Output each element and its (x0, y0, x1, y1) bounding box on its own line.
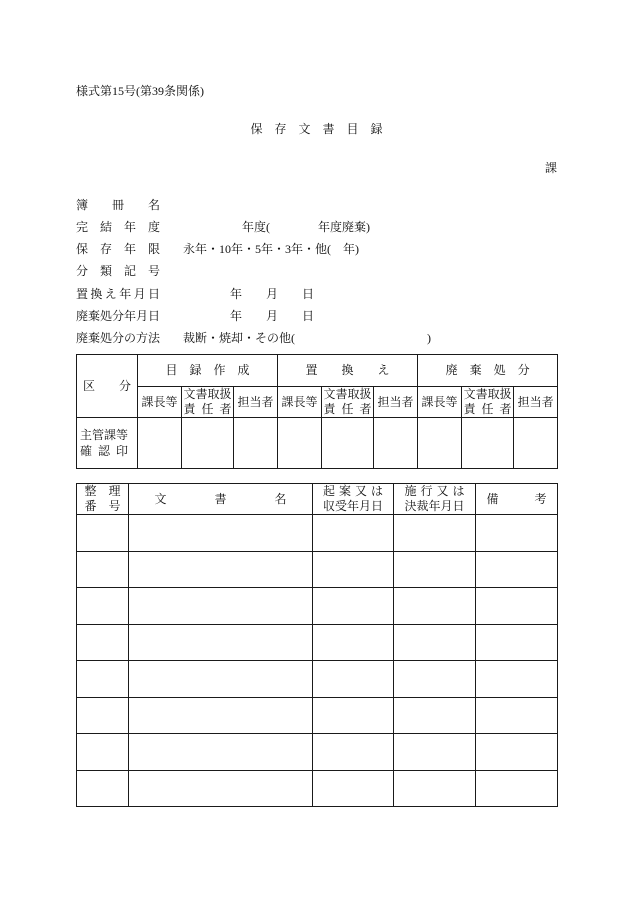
document-name-cell (129, 551, 313, 588)
role-section-chief: 課長等 (138, 387, 182, 418)
classification-code-label: 分 類 記 号 (76, 264, 161, 278)
role-document-officer-line: 責 任 者 (463, 402, 512, 416)
confirmation-label-line: 確 認 印 (80, 444, 128, 458)
header-enforced-or-decided-date (394, 484, 476, 515)
drafted-or-received-date-cell (313, 661, 394, 698)
file-number-cell (77, 661, 129, 698)
header-drafted-line: 収受年月日 (323, 499, 384, 513)
field-retention-period (76, 238, 557, 260)
file-number-cell (77, 515, 129, 552)
remarks-cell (476, 624, 558, 661)
header-file-number-line: 整 理 (84, 484, 121, 498)
drafted-or-received-date-cell (313, 734, 394, 771)
document-name-cell (129, 515, 313, 552)
header-file-number (77, 484, 129, 515)
category-header: 区 分 (77, 355, 138, 418)
field-disposal-method (76, 327, 557, 349)
seal-cell (278, 418, 322, 469)
role-staff: 担当者 (374, 387, 418, 418)
drafted-or-received-date-cell (313, 697, 394, 734)
document-name-cell (129, 624, 313, 661)
role-document-officer-line: 文書取扱 (463, 387, 512, 401)
remarks-cell (476, 734, 558, 771)
completion-year-value: 年度( 年度廃棄) (242, 220, 370, 234)
replacement-date-value: 年 月 日 (230, 287, 315, 301)
file-number-cell (77, 588, 129, 625)
enforced-or-decided-date-cell (394, 588, 476, 625)
field-completion-year (76, 216, 557, 238)
disposal-date-value: 年 月 日 (230, 309, 315, 323)
volume-name-label: 簿 冊 名 (76, 198, 161, 212)
document-list-table (76, 483, 558, 807)
enforced-or-decided-date-cell (394, 661, 476, 698)
group-header-catalog-creation: 目 録 作 成 (138, 355, 278, 387)
page-title: 保 存 文 書 目 録 (250, 122, 383, 136)
remarks-cell (476, 697, 558, 734)
document-name-cell (129, 588, 313, 625)
remarks-cell (476, 661, 558, 698)
file-number-cell (77, 734, 129, 771)
drafted-or-received-date-cell (313, 624, 394, 661)
seal-cell (418, 418, 462, 469)
field-disposal-date (76, 305, 557, 327)
confirmation-seal-row (77, 418, 558, 469)
table-row (77, 661, 558, 698)
completion-year-label: 完 結 年 度 (76, 220, 161, 234)
retention-period-value: 永年・10年・5年・3年・他( 年) (183, 242, 359, 256)
table-row (77, 770, 558, 807)
remarks-cell (476, 588, 558, 625)
header-drafted-or-received-date (313, 484, 394, 515)
enforced-or-decided-date-cell (394, 515, 476, 552)
enforced-or-decided-date-cell (394, 624, 476, 661)
seal-cell (374, 418, 418, 469)
confirmation-label-line: 主管課等 (80, 428, 129, 442)
disposal-method-label: 廃棄処分の方法 (76, 331, 161, 345)
field-classification-code (76, 260, 557, 282)
field-volume-name (76, 194, 557, 216)
file-number-cell (77, 770, 129, 807)
role-document-officer-line: 文書取扱 (183, 387, 232, 401)
group-header-replacement: 置 換 え (278, 355, 418, 387)
role-document-officer-line: 責 任 者 (183, 402, 232, 416)
role-document-officer-line: 責 任 者 (323, 402, 372, 416)
drafted-or-received-date-cell (313, 551, 394, 588)
seal-cell (462, 418, 514, 469)
enforced-or-decided-date-cell (394, 697, 476, 734)
table-row (77, 588, 558, 625)
role-document-officer-line: 文書取扱 (323, 387, 372, 401)
seal-cell (234, 418, 278, 469)
file-number-cell (77, 697, 129, 734)
group-header-disposal: 廃 棄 処 分 (418, 355, 558, 387)
role-section-chief: 課長等 (418, 387, 462, 418)
header-file-number-line: 番 号 (84, 499, 121, 513)
header-enforced-line: 施行又は (404, 484, 465, 498)
file-number-cell (77, 551, 129, 588)
header-enforced-line: 決裁年月日 (404, 499, 465, 513)
approval-role-header-row (77, 387, 558, 418)
remarks-cell (476, 770, 558, 807)
table-row (77, 551, 558, 588)
field-replacement-date (76, 283, 557, 305)
role-section-chief: 課長等 (278, 387, 322, 418)
seal-cell (322, 418, 374, 469)
document-name-cell (129, 661, 313, 698)
role-staff: 担当者 (514, 387, 558, 418)
document-name-cell (129, 734, 313, 771)
document-name-cell (129, 697, 313, 734)
retention-period-label: 保 存 年 限 (76, 242, 161, 256)
table-row (77, 515, 558, 552)
header-remarks: 備 考 (476, 484, 558, 515)
seal-cell (182, 418, 234, 469)
document-name-cell (129, 770, 313, 807)
header-document-name: 文 書 名 (129, 484, 313, 515)
seal-cell (138, 418, 182, 469)
drafted-or-received-date-cell (313, 588, 394, 625)
role-document-officer (462, 387, 514, 418)
replacement-date-label: 置換え年月日 (76, 287, 160, 301)
enforced-or-decided-date-cell (394, 734, 476, 771)
header-drafted-line: 起案又は (323, 484, 383, 498)
table-row (77, 697, 558, 734)
confirmation-seal-label (77, 418, 138, 469)
section-label: 課 (544, 161, 557, 175)
table-row (77, 624, 558, 661)
remarks-cell (476, 515, 558, 552)
disposal-method-value: 裁断・焼却・その他( ) (183, 331, 431, 345)
document-list-header-row (77, 484, 558, 515)
file-number-cell (77, 624, 129, 661)
form-number: 様式第15号(第39条関係) (76, 84, 204, 98)
role-staff: 担当者 (234, 387, 278, 418)
role-document-officer (182, 387, 234, 418)
table-row (77, 734, 558, 771)
drafted-or-received-date-cell (313, 515, 394, 552)
enforced-or-decided-date-cell (394, 551, 476, 588)
seal-cell (514, 418, 558, 469)
approval-table (76, 354, 558, 469)
role-document-officer (322, 387, 374, 418)
approval-group-header-row (77, 355, 558, 387)
enforced-or-decided-date-cell (394, 770, 476, 807)
drafted-or-received-date-cell (313, 770, 394, 807)
remarks-cell (476, 551, 558, 588)
disposal-date-label: 廃棄処分年月日 (76, 309, 161, 323)
